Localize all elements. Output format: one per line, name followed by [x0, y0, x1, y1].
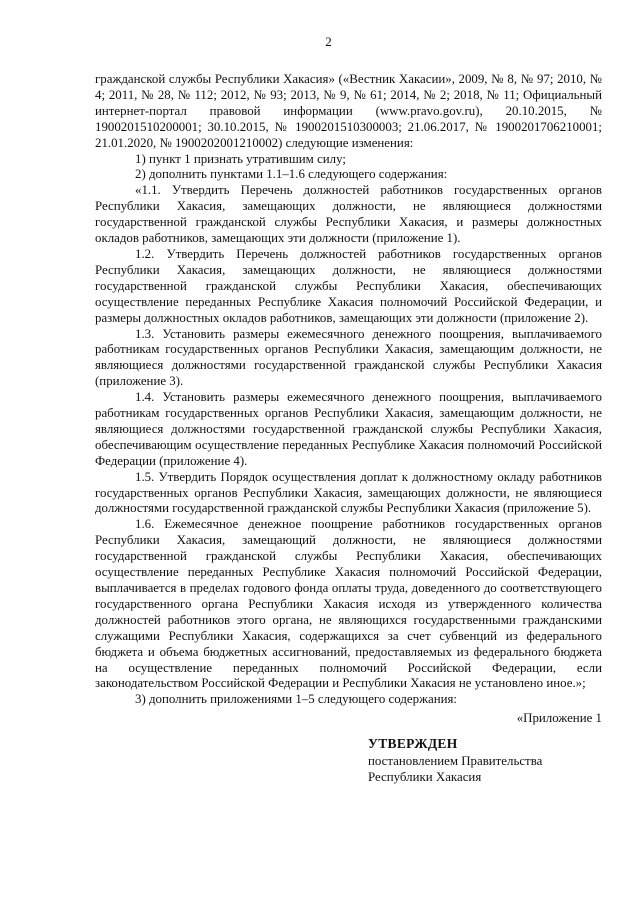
document-body	[95, 72, 602, 708]
paragraph-1-3: 1.3. Установить размеры ежемесячного денежного поощрения, выплачиваемого работникам государственных органов Республики Хакасия, замещающим должности, не являющиеся должностями государственной гражданской службы Республики Хакасия (приложение 3).	[95, 326, 602, 389]
paragraph-item-2: 2) дополнить пунктами 1.1–1.6 следующего содержания:	[135, 167, 448, 182]
page-number: 2	[325, 34, 332, 49]
approval-line-2: Республики Хакасия	[368, 770, 482, 785]
paragraph-1-2: 1.2. Утвердить Перечень должностей работников государственных органов Республики Хакасия, замещающих должности, не являющиеся должностями государственной гражданской службы Республики Хакасия, обеспечивающих осуществление переданных Республике Хакасия полномочий Российской Федерации, и размеры должностных окладов работников, замещающих эти должности (приложение 2).	[95, 246, 602, 325]
paragraph-1-4: 1.4. Установить размеры ежемесячного денежного поощрения, выплачиваемого работникам государственных органов Республики Хакасия, замещающим должности, не являющиеся должностями государственной гражданской службы Республики Хакасия, обеспечивающим осуществление переданных Республике Хакасия полномочий Российской Федерации (приложение 4).	[95, 390, 602, 468]
paragraph-1-1: «1.1. Утвердить Перечень должностей работников государственных органов Республики Хакасия, замещающих должности, не являющиеся должностями государственной гражданской службы Республики Хакасия, и размеры должностных окладов работников, замещающих эти должности (приложение 1).	[95, 183, 602, 246]
paragraph-1-5: 1.5. Утвердить Порядок осуществления доплат к должностному окладу работников государственных органов Республики Хакасия, замещающих должности, не являющиеся должностями государственной гражданской службы Республики Хакасия (приложение 5).	[95, 469, 602, 516]
paragraph-1-6: 1.6. Ежемесячное денежное поощрение работников государственных органов Республики Хакасия, замещающий должности, не являющиеся должностями государственной гражданской службы Республики Хакасия, обеспечивающих осуществление переданных Республике Хакасия полномочий Российской Федерации, выплачивается в пределах годового фонда оплаты труда, доведенного до соответствующего государственного органа Республики Хакасия исходя из утвержденного количества должностей работников этого органа, не являющихся государственными гражданскими служащими Республики Хакасия, содержащихся за счет субвенций из федерального бюджета и объема бюджетных ассигнований, предоставляемых из федерального бюджета на осуществление переданных полномочий Российской Федерации, если законодательством Российской Федерации и Республики Хакасия не установлено иное.»;	[95, 517, 602, 691]
approval-heading: УТВЕРЖДЕН	[368, 736, 458, 752]
paragraph-item-3: 3) дополнить приложениями 1–5 следующего содержания:	[135, 692, 458, 707]
paragraph-item-1: 1) пункт 1 признать утратившим силу;	[135, 151, 346, 166]
paragraph-intro: гражданской службы Республики Хакасия» («Вестник Хакасии», 2009, № 8, № 97; 2010, № 4; 2011, № 28, № 112; 2012, № 93; 2013, № 9, № 61; 2014, № 2; 2018, № 11; Официальный интернет-портал правовой информации (www.pravo.gov.ru), 20.10.2015, № 1900201510200001; 30.10.2015, № 1900201510300003; 21.06.2017, № 1900201706210001; 21.01.2020, № 1900202001210002) следующие изменения:	[95, 72, 602, 150]
approval-line-1: постановлением Правительства	[368, 754, 543, 769]
appendix-label: «Приложение 1	[516, 711, 602, 726]
approval-block	[368, 736, 602, 785]
